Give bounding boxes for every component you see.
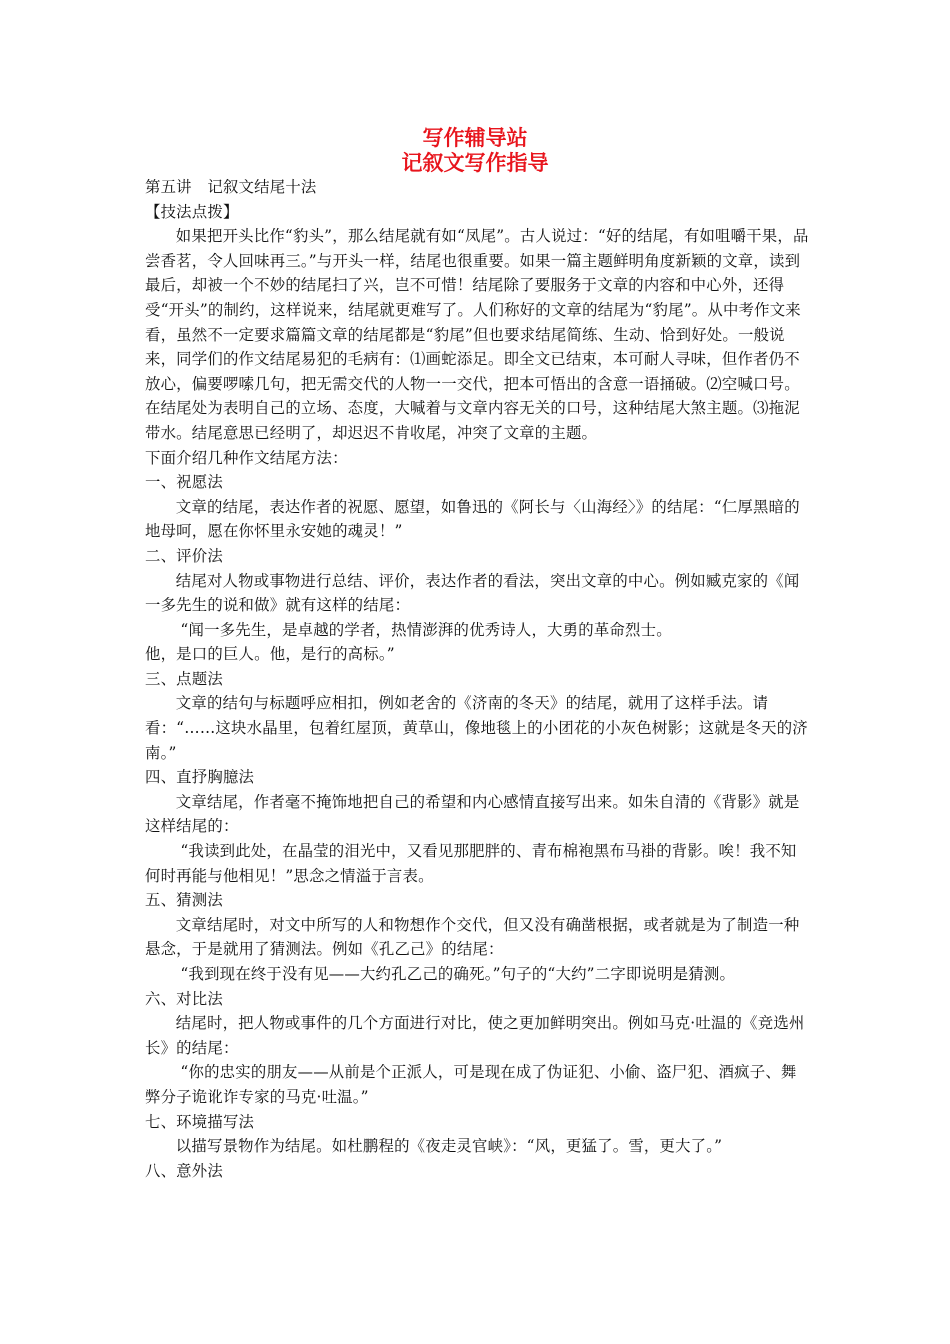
section-heading-surprise: 八、意外法 <box>145 1161 223 1180</box>
section-paragraph: 文章的结句与标题呼应相扣，例如老舍的《济南的冬天》的结尾，就用了这样手法。请看：“……这块水晶里，包着红屋顶，黄草山，像地毯上的小团花的小灰色树影；这就是冬天的济南。” <box>145 694 808 762</box>
document-body <box>145 175 810 1183</box>
section-heading-guess: 五、猜测法 <box>145 891 223 910</box>
quote-paragraph: “我到现在终于没有见——大约孔乙己的确死。”句子的“大约”二字即说明是猜测。 <box>180 965 736 983</box>
section-paragraph: 结尾对人物或事物进行总结、评价，表达作者的看法，突出文章的中心。例如臧克家的《闻一多先生的说和做》就有这样的结尾： <box>145 571 800 615</box>
page-title: 写作辅导站 <box>422 126 528 150</box>
section-paragraph: 结尾时，把人物或事件的几个方面进行对比，使之更加鲜明突出。例如马克·吐温的《竞选州长》的结尾： <box>145 1014 805 1057</box>
section-heading-wish: 一、祝愿法 <box>145 473 223 492</box>
section-heading-scenery: 七、环境描写法 <box>145 1112 255 1131</box>
methods-intro: 下面介绍几种作文结尾方法： <box>145 448 348 467</box>
quote-paragraph: “我读到此处，在晶莹的泪光中，又看见那肥胖的、青布棉袍黑布马褂的背影。唉！我不知何时再能与他相见！”思念之情溢于言表。 <box>145 842 797 885</box>
section-paragraph: 文章结尾时，对文中所写的人和物想作个交代，但又没有确凿根据，或者就是为了制造一种悬念，于是就用了猜测法。例如《孔乙己》的结尾： <box>145 915 800 959</box>
section-heading-evaluate: 二、评价法 <box>145 546 223 565</box>
intro-paragraph: 如果把开头比作“豹头”，那么结尾就有如“凤尾”。古人说过：“好的结尾，有如咀嚼干果，品尝香茗，令人回味再三。”与开头一样，结尾也很重要。如果一篇主题鲜明角度新颖的文章，读到最后，却被一个不妙的结尾扫了兴，岂不可惜！结尾除了要服务于文章的内容和中心外，还得受“开头”的制约，这样说来，结尾就更难写了。人们称好的文章的结尾为“豹尾”。从中考作文来看，虽然不一定要求篇篇文章的结尾都是“豹尾”但也要求结尾简练、生动、恰到好处。一般说来，同学们的作文结尾易犯的毛病有：⑴画蛇添足。即全文已结束，本可耐人寻味，但作者仍不放心，偏要啰嗦几句，把无需交代的人物一一交代，把本可悟出的含意一语捅破。⑵空喊口号。在结尾处为表明自己的立场、态度，大喊着与文章内容无关的口号，这种结尾大煞主题。⑶拖泥带水。结尾意思已经明了，却迟迟不肯收尾，冲突了文章的主题。 <box>145 227 809 442</box>
quote-line: 他，是口的巨人。他，是行的高标。” <box>145 645 395 664</box>
quote-paragraph: “你的忠实的朋友——从前是个正派人，可是现在成了伪证犯、小偷、盗尸犯、酒疯子、舞弊分子诡讹诈专家的马克·吐温。” <box>145 1063 797 1106</box>
section-paragraph: 文章结尾，作者毫不掩饰地把自己的希望和内心感情直接写出来。如朱自清的《背影》就是这样结尾的： <box>145 792 800 836</box>
quote-line: “闻一多先生，是卓越的学者，热情澎湃的优秀诗人，大勇的革命烈士。 <box>180 620 672 639</box>
section-paragraph: 文章的结尾，表达作者的祝愿、愿望，如鲁迅的《阿长与〈山海经〉》的结尾：“仁厚黑暗的地母呵，愿在你怀里永安她的魂灵！” <box>145 497 800 541</box>
section-heading-contrast: 六、对比法 <box>145 989 223 1008</box>
section-paragraph: 以描写景物作为结尾。如杜鹏程的《夜走灵官峡》：“风，更猛了。雪，更大了。” <box>175 1137 723 1156</box>
page-subtitle: 记叙文写作指导 <box>401 151 549 175</box>
section-heading-theme: 三、点题法 <box>145 669 223 688</box>
tip-heading: 【技法点拨】 <box>145 202 239 221</box>
lecture-title: 第五讲 记叙文结尾十法 <box>145 178 317 196</box>
section-heading-express: 四、直抒胸臆法 <box>145 768 255 787</box>
